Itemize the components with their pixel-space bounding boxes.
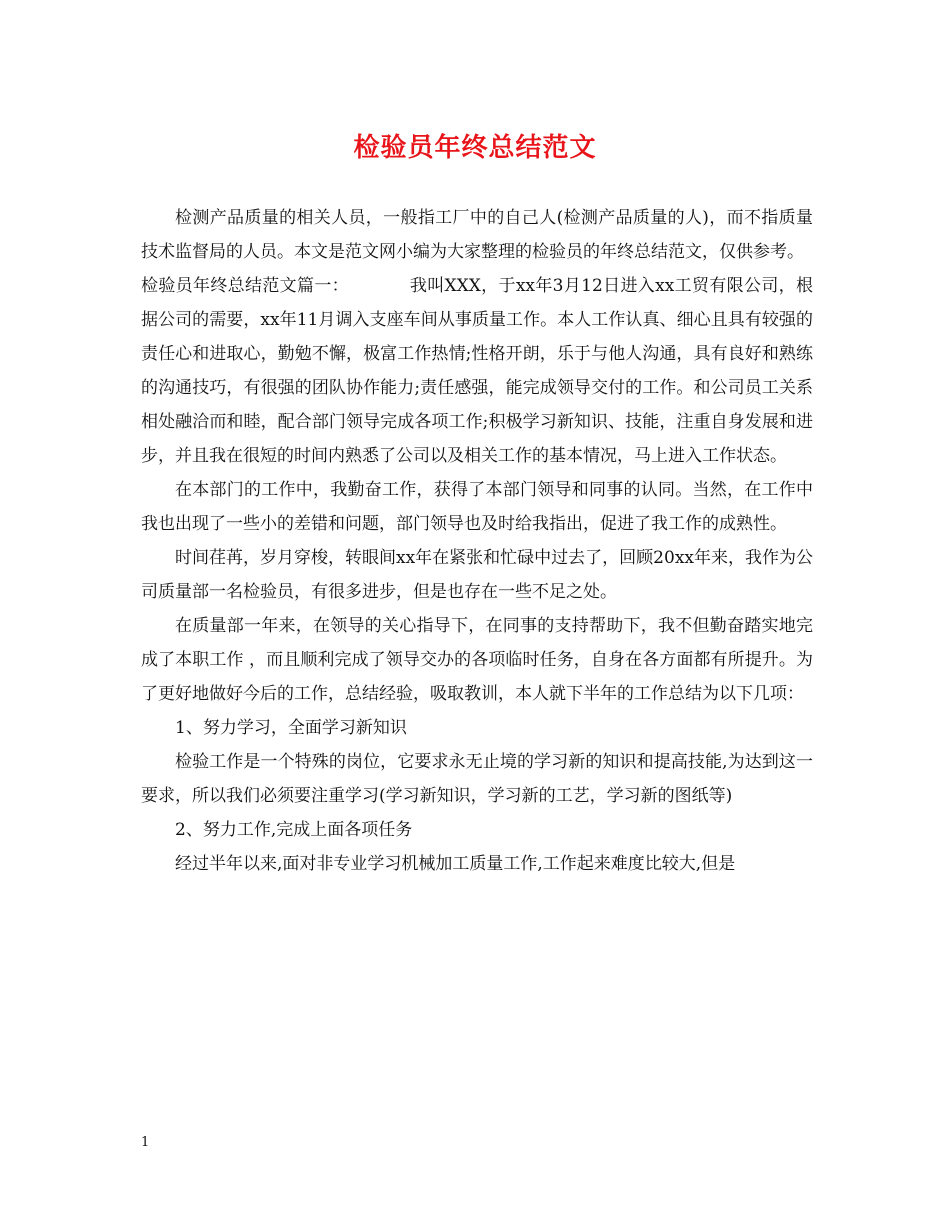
document-title: 检验员年终总结范文 xyxy=(353,133,597,163)
paragraph-year-review: 时间荏苒，岁月穿梭，转眼间xx年在紧张和忙碌中过去了，回顾20xx年来，我作为公司质量部一名检验员，有很多进步，但是也存在一些不足之处。 xyxy=(141,548,813,602)
paragraph-intro: 检测产品质量的相关人员，一般指工厂中的自己人(检测产品质量的人)，而不指质量技术监督局的人员。本文是范文网小编为大家整理的检验员的年终总结范文，仅供参考。 xyxy=(141,208,813,262)
section-heading-work: 2、努力工作,完成上面各项任务 xyxy=(175,820,413,840)
section-heading-study: 1、努力学习，全面学习新知识 xyxy=(175,718,407,738)
paragraph-quality-department: 在质量部一年来，在领导的关心指导下，在同事的支持帮助下，我不但勤奋踏实地完成了本职工作 ，而且顺利完成了领导交办的各项临时任务，自身在各方面都有所提升。为了更好地做好今后的工作，总结经验，吸取教训，本人就下半年的工作总结为以下几项： xyxy=(141,616,813,704)
document-body xyxy=(141,201,813,881)
page-number: 1 xyxy=(141,1135,150,1150)
paragraph-half-year: 经过半年以来,面对非专业学习机械加工质量工作,工作起来难度比较大,但是 xyxy=(175,854,736,874)
paragraph-inspection-study: 检验工作是一个特殊的岗位，它要求永无止境的学习新的知识和提高技能,为达到这一要求，所以我们必须要注重学习(学习新知识，学习新的工艺，学习新的图纸等) xyxy=(141,752,813,806)
paragraph-sample-one: 检验员年终总结范文篇一： 我叫XXX，于xx年3月12日进入xx工贸有限公司，根据公司的需要，xx年11月调入支座车间从事质量工作。本人工作认真、细心且具有较强的责任心和进取心，勤勉不懈，极富工作热情;性格开朗，乐于与他人沟通，具有良好和熟练的沟通技巧，有很强的团队协作能力;责任感强，能完成领导交付的工作。和公司员工关系相处融洽而和睦，配合部门领导完成各项工作;积极学习新知识、技能，注重自身发展和进步，并且我在很短的时间内熟悉了公司以及相关工作的基本情况，马上进入工作状态。 xyxy=(141,276,813,466)
paragraph-department-work: 在本部门的工作中，我勤奋工作，获得了本部门领导和同事的认同。当然，在工作中我也出现了一些小的差错和问题，部门领导也及时给我指出，促进了我工作的成熟性。 xyxy=(141,480,813,534)
